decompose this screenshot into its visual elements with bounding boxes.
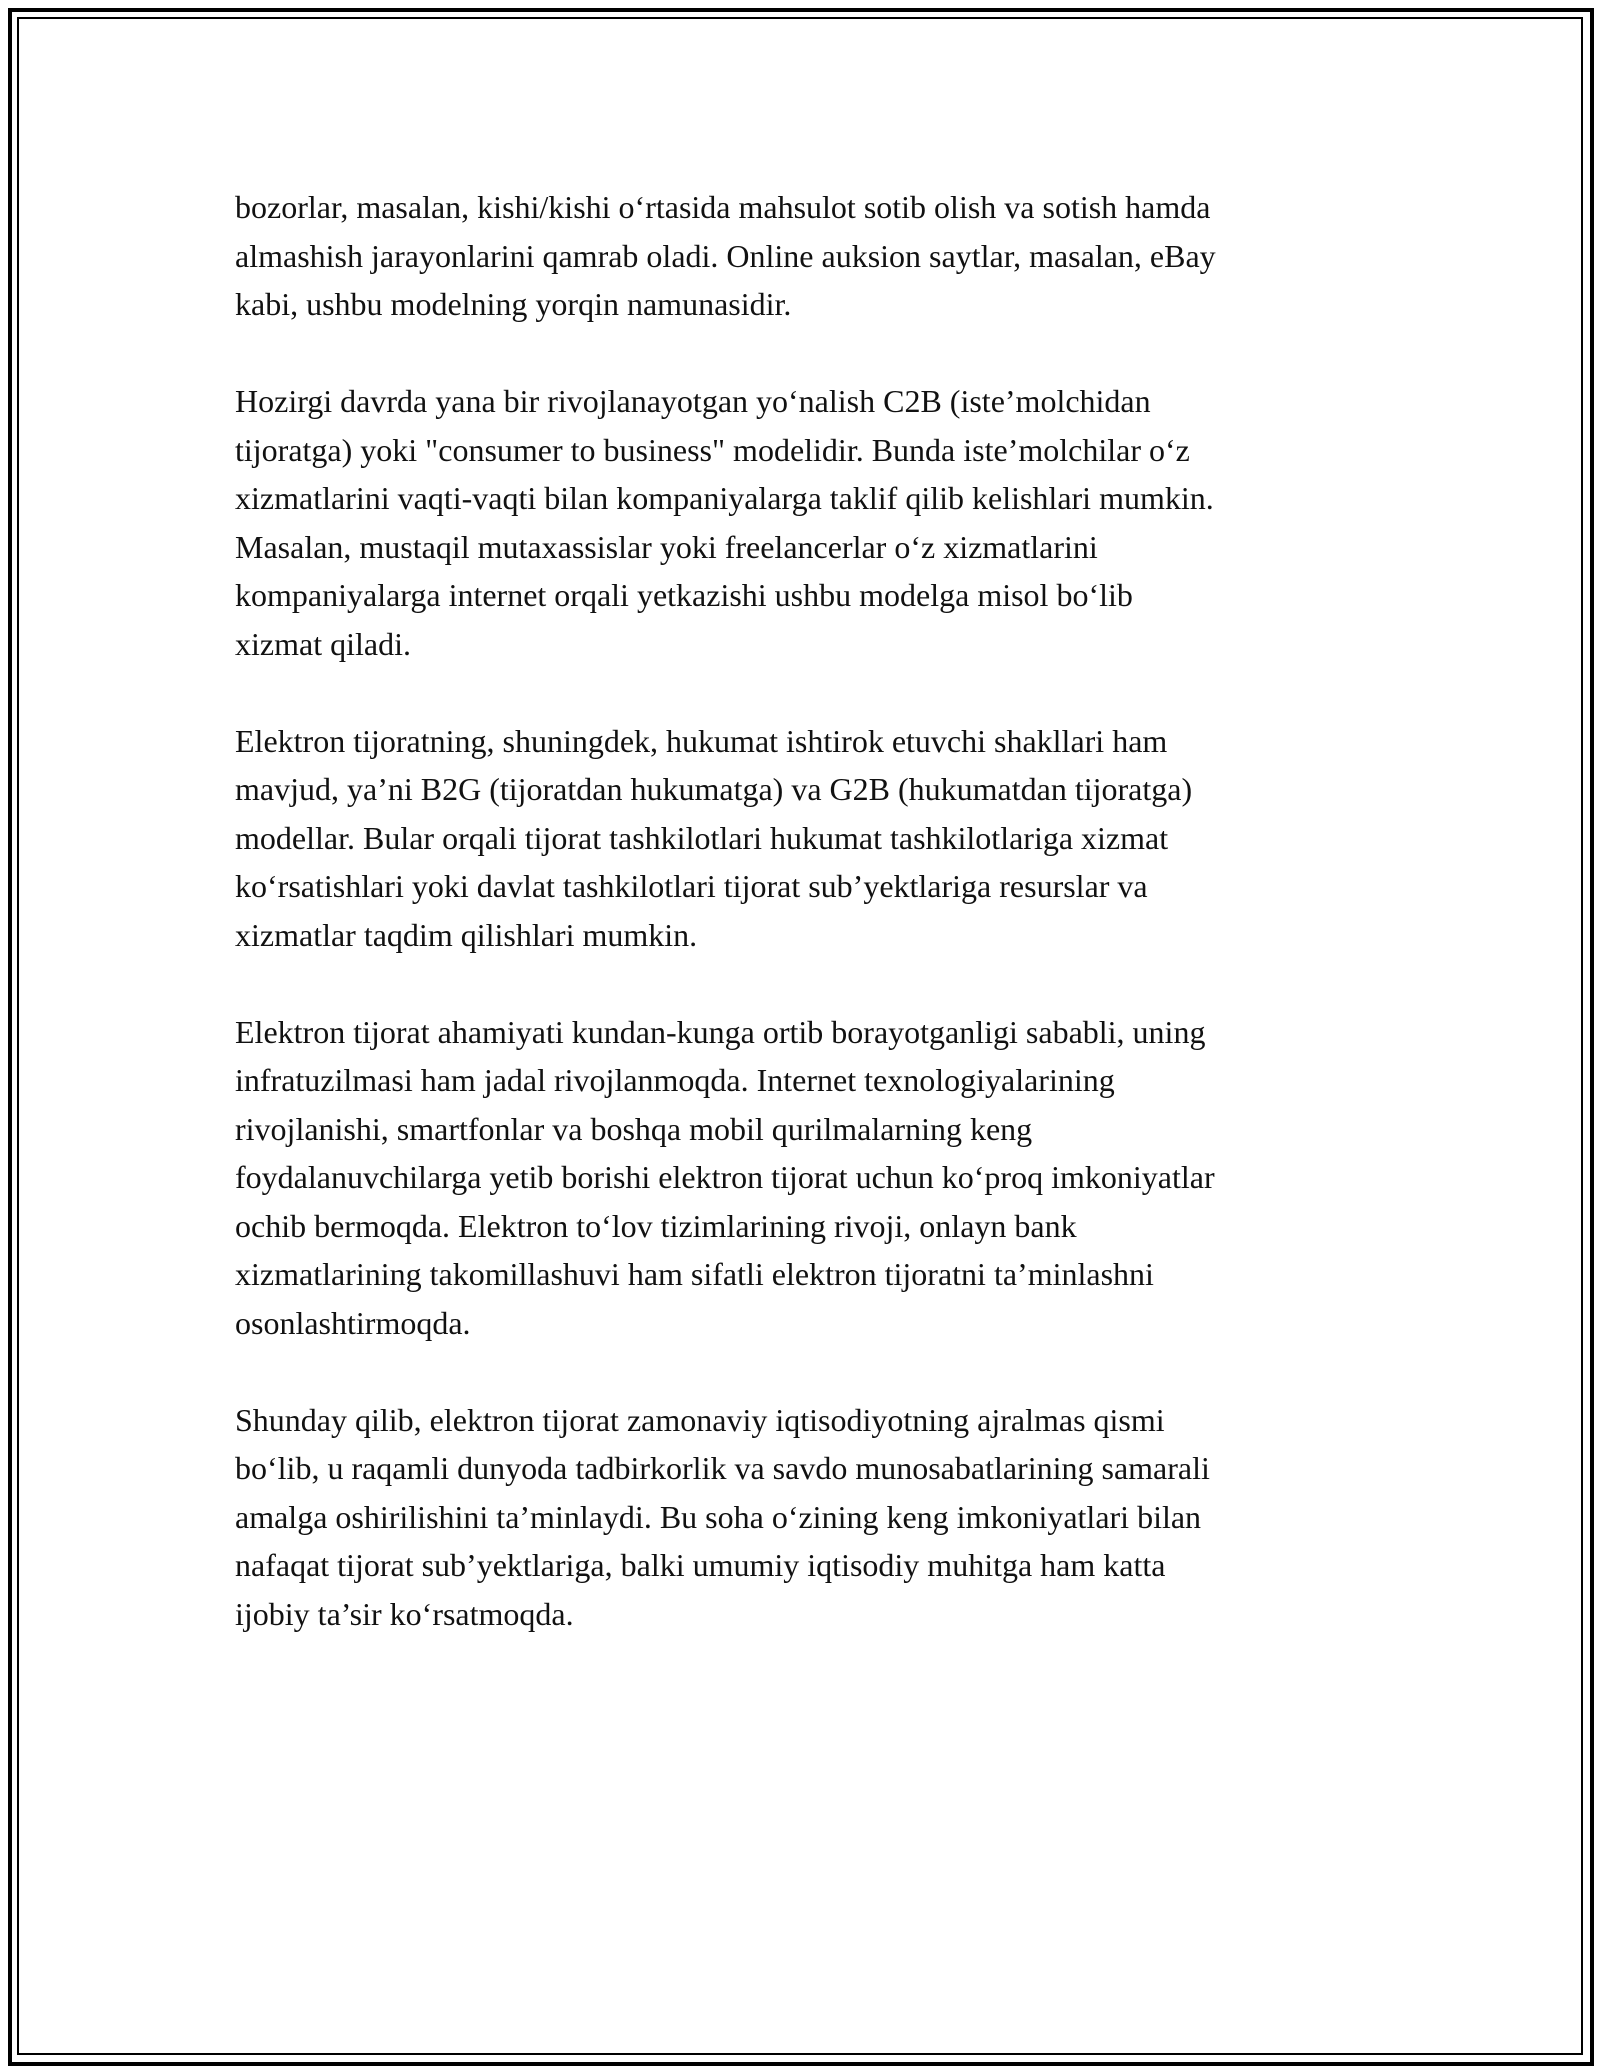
paragraph-infrastructure: Elektron tijorat ahamiyati kundan-kunga ortib borayotganligi sababli, uning infratuzilmasi ham jadal rivojlanmoqda. Internet texnologiyalarining rivojlanishi, smartfonlar va boshqa mobil qurilmalarning keng foydalanuvchilarga yetib borishi elektron tijorat uchun ko‘proq imkoniyatlar ochib bermoqda. Elektron to‘lov tizimlarining rivoji, onlayn bank xizmatlarining takomillashuvi ham sifatli elektron tijoratni ta’minlashni osonlashtirmoqda.	[235, 1013, 1215, 1341]
document-body	[235, 183, 1365, 1687]
paragraph-conclusion: Shunday qilib, elektron tijorat zamonaviy iqtisodiyotning ajralmas qismi bo‘lib, u raqamli dunyoda tadbirkorlik va savdo munosabatlarining samarali amalga oshirilishini ta’minlaydi. Bu soha o‘zining keng imkoniyatlari bilan nafaqat tijorat sub’yektlariga, balki umumiy iqtisodiy muhitga ham katta ijobiy ta’sir ko‘rsatmoqda.	[235, 1401, 1210, 1632]
paragraph-c2c-continuation: bozorlar, masalan, kishi/kishi o‘rtasida mahsulot sotib olish va sotish hamda almashish jarayonlarini qamrab oladi. Online auksion saytlar, masalan, eBay kabi, ushbu modelning yorqin namunasidir.	[235, 189, 1216, 322]
paragraph-c2b-model: Hozirgi davrda yana bir rivojlanayotgan yo‘nalish C2B (iste’molchidan tijoratga) yoki "consumer to business" modelidir. Bunda iste’molchilar o‘z xizmatlarini vaqti-vaqti bilan kompaniyalarga taklif qilib kelishlari mumkin. Masalan, mustaqil mutaxassislar yoki freelancerlar o‘z xizmatlarini kompaniyalarga internet orqali yetkazishi ushbu modelga misol bo‘lib xizmat qiladi.	[235, 383, 1214, 662]
paragraph-government-models: Elektron tijoratning, shuningdek, hukumat ishtirok etuvchi shakllari ham mavjud, ya’ni B2G (tijoratdan hukumatga) va G2B (hukumatdan tijoratga) modellar. Bular orqali tijorat tashkilotlari hukumat tashkilotlariga xizmat ko‘rsatishlari yoki davlat tashkilotlari tijorat sub’yektlariga resurslar va xizmatlar taqdim qilishlari mumkin.	[235, 722, 1193, 953]
